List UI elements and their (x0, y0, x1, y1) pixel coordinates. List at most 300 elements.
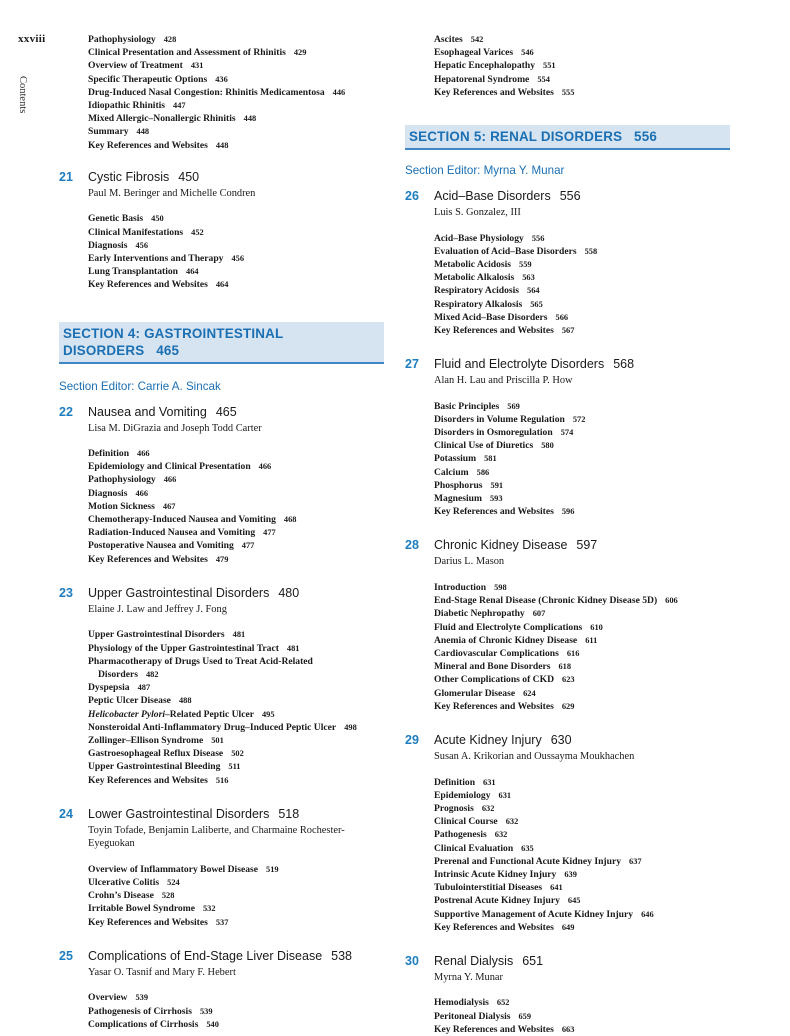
chapter-title[interactable]: Lower Gastrointestinal Disorders 518 (88, 806, 300, 821)
chapter-entries (88, 863, 384, 929)
toc-entry-title: Calcium (434, 466, 469, 478)
toc-entry[interactable] (88, 252, 384, 265)
section-4-heading[interactable]: SECTION 4: GASTROINTESTINAL DISORDERS 465 (59, 322, 384, 364)
chapter-27 (405, 357, 730, 518)
toc-entry-title: Pathogenesis of Cirrhosis (88, 1005, 192, 1017)
toc-entry[interactable]: Gastroesophageal Reflux Disease 502 (88, 748, 244, 760)
toc-entry-title: Metabolic Acidosis (434, 258, 512, 270)
chapter-entries (88, 991, 384, 1031)
toc-entry-page: 540 (206, 1019, 219, 1029)
toc-entry-page: 629 (561, 701, 575, 711)
toc-entry-page: 591 (490, 480, 504, 490)
toc-entry[interactable] (88, 139, 384, 152)
toc-entry-title: Genetic Basis (88, 213, 144, 225)
chapter-number: 21 (59, 169, 73, 184)
chapter-entries (88, 447, 384, 566)
toc-entry[interactable] (88, 889, 384, 902)
toc-entry-title: Idiopathic Rhinitis (88, 100, 166, 112)
toc-entry-title: Key References and Websites (434, 86, 554, 98)
chapter-number: 28 (405, 538, 419, 553)
chapter-25 (59, 949, 384, 1031)
toc-entry-title: Diabetic Nephropathy (434, 608, 525, 620)
chapter-title[interactable]: Complications of End-Stage Liver Disease 538 (88, 948, 353, 963)
toc-entry-title: Key References and Websites (88, 553, 208, 565)
chapter-24 (59, 807, 384, 929)
toc-entry[interactable] (88, 73, 384, 86)
toc-entry-title: Ascites (434, 34, 463, 45)
chapter-authors: Luis S. Gonzalez, III (434, 207, 521, 219)
toc-entry-page: 448 (243, 114, 257, 124)
toc-entry-page: 466 (135, 488, 149, 498)
toc-entry-title: Cardiovascular Complications (434, 647, 559, 659)
toc-entry-page: 646 (641, 909, 654, 919)
chapter-23 (59, 586, 384, 787)
toc-entry-title: Pathophysiology (88, 34, 156, 45)
toc-entry-title: Mixed Acid–Base Disorders (434, 311, 548, 323)
toc-entry[interactable] (434, 413, 730, 426)
toc-entry-title: Key References and Websites (88, 279, 208, 291)
toc-entry[interactable] (434, 687, 730, 700)
right-column (405, 33, 730, 1036)
toc-entry[interactable]: Dyspepsia 487 (88, 682, 151, 694)
toc-entry[interactable] (88, 513, 384, 526)
toc-entry[interactable] (434, 46, 730, 59)
toc-entry[interactable] (434, 908, 730, 921)
toc-entry-page: 635 (521, 843, 534, 853)
toc-entry-title: Clinical Manifestations (88, 226, 184, 238)
toc-entry-title: Clinical Use of Diuretics (434, 440, 534, 452)
chapter-29 (405, 733, 730, 934)
toc-entry[interactable] (434, 426, 730, 439)
toc-entry-page: 631 (498, 790, 512, 800)
toc-entry[interactable] (88, 1018, 384, 1031)
toc-entry-page: 466 (258, 462, 272, 472)
toc-entry-page: 448 (136, 127, 150, 137)
toc-entry-page: 632 (505, 817, 519, 827)
toc-entry-page: 528 (161, 891, 175, 901)
chapter-title[interactable]: Nausea and Vomiting 465 (88, 404, 237, 419)
toc-entry[interactable]: Upper Gastrointestinal Disorders 481 (88, 629, 246, 641)
toc-entry[interactable] (88, 500, 384, 513)
toc-entry-page: 479 (215, 554, 229, 564)
toc-entry-page: 554 (537, 74, 550, 84)
chapter-title[interactable]: Chronic Kidney Disease 597 (434, 538, 598, 553)
toc-entry-page: 555 (561, 87, 575, 97)
toc-entry-title: Esophageal Varices (434, 47, 514, 59)
chapter-21 (59, 170, 384, 292)
toc-entry[interactable] (434, 258, 730, 271)
toc-entry[interactable] (434, 996, 730, 1009)
toc-entry-title: Supportive Management of Acute Kidney Injury (434, 908, 634, 920)
toc-entry-page: 563 (522, 273, 535, 283)
toc-entry[interactable] (434, 59, 730, 72)
toc-entry[interactable] (434, 842, 730, 855)
toc-entry-page: 466 (163, 475, 177, 485)
toc-entry[interactable] (434, 479, 730, 492)
toc-entry-title: Key References and Websites (434, 324, 554, 336)
toc-entry-title: Evaluation of Acid–Base Disorders (434, 245, 577, 257)
toc-entry[interactable] (434, 594, 730, 607)
toc-entry-page: 649 (561, 922, 575, 932)
toc-entry-title: Definition (434, 776, 476, 788)
toc-entry-page: 596 (561, 507, 575, 517)
toc-entry[interactable] (88, 447, 384, 460)
toc-entry[interactable]: Nonsteroidal Anti-Inflammatory Drug–Induced Peptic Ulcer 498 (88, 721, 357, 733)
toc-entry-continued[interactable]: Disorders 482 (98, 668, 159, 680)
toc-entry-title: Lung Transplantation (88, 266, 179, 278)
toc-entry[interactable] (434, 505, 730, 518)
toc-entry-title: Epidemiology (434, 789, 491, 801)
toc-entry-page: 645 (567, 896, 581, 906)
toc-entry-page: 606 (665, 596, 678, 606)
toc-entry-title: Diagnosis (88, 239, 128, 251)
toc-entry-title: Overview of Treatment (88, 60, 183, 72)
chapter-26 (405, 189, 730, 337)
toc-entry-page: 611 (585, 635, 598, 645)
chapter-number: 30 (405, 953, 419, 968)
chapter-number: 29 (405, 733, 419, 747)
toc-entry-title: Respiratory Acidosis (434, 285, 520, 297)
toc-entry-page: 428 (163, 35, 177, 44)
toc-entry[interactable] (88, 265, 384, 278)
toc-entry[interactable] (434, 86, 730, 99)
chapter-title[interactable]: Cystic Fibrosis 450 (88, 169, 200, 184)
toc-entry-title: Other Complications of CKD (434, 674, 555, 686)
toc-entry[interactable]: Zollinger–Ellison Syndrome 501 (88, 735, 224, 746)
toc-entry-page: 581 (484, 454, 497, 464)
toc-entry-title: Postoperative Nausea and Vomiting (88, 540, 234, 552)
toc-entry[interactable] (434, 1010, 730, 1023)
toc-entry-title: Ulcerative Colitis (88, 877, 160, 889)
toc-entry-page: 532 (202, 904, 216, 914)
toc-entry-page: 542 (470, 35, 484, 44)
toc-entry-page: 429 (293, 48, 307, 58)
chapter-authors: Elaine J. Law and Jeffrey J. Fong (88, 603, 227, 615)
toc-entry-title: Hepatorenal Syndrome (434, 73, 530, 85)
toc-entry[interactable] (434, 789, 730, 802)
toc-entry[interactable] (434, 245, 730, 258)
toc-entry[interactable] (88, 33, 384, 46)
toc-entry-title: Acid–Base Physiology (434, 232, 524, 244)
toc-entry-title: Overview (88, 992, 128, 1004)
toc-entry[interactable] (434, 73, 730, 86)
toc-entry-page: 580 (541, 441, 554, 451)
toc-entry-title: Key References and Websites (434, 506, 554, 518)
toc-entry-title: Clinical Presentation and Assessment of Rhinitis (88, 47, 286, 59)
toc-entry[interactable]: Upper Gastrointestinal Bleeding 511 (88, 761, 241, 773)
toc-entry-title: Fluid and Electrolyte Complications (434, 621, 583, 633)
toc-entry-title: Overview of Inflammatory Bowel Disease (88, 863, 258, 875)
toc-entry-title: Clinical Course (434, 816, 498, 828)
toc-entry[interactable] (434, 921, 730, 934)
toc-entry-title: Mineral and Bone Disorders (434, 661, 551, 673)
toc-entry-page: 652 (496, 998, 510, 1008)
toc-entry-page: 464 (215, 280, 229, 290)
toc-entry-title: Epidemiology and Clinical Presentation (88, 461, 251, 473)
toc-entry[interactable] (434, 776, 730, 789)
toc-entry[interactable] (434, 439, 730, 452)
chapter-authors: Darius L. Mason (434, 556, 505, 568)
toc-entry-page: 632 (481, 803, 495, 813)
toc-entry[interactable] (434, 894, 730, 907)
toc-entry[interactable] (434, 607, 730, 620)
toc-entry-page: 551 (543, 61, 556, 71)
toc-entry-title: Tubulointerstitial Diseases (434, 882, 543, 894)
chapter-authors: Susan A. Krikorian and Oussayma Moukhachen (434, 751, 635, 762)
toc-entry-title: Pathogenesis (434, 829, 487, 841)
toc-entry-page: 637 (629, 856, 642, 866)
toc-entry-title: Key References and Websites (88, 139, 208, 151)
toc-entry[interactable] (434, 33, 730, 46)
toc-entry-title: Disorders in Osmoregulation (434, 427, 553, 439)
toc-entry-page: 447 (173, 101, 186, 111)
toc-entry-title: Definition (88, 448, 130, 460)
toc-entry-page: 436 (215, 74, 228, 84)
toc-entry[interactable] (434, 400, 730, 413)
toc-entry-page: 477 (263, 528, 276, 538)
chapter-authors: Lisa M. DiGrazia and Joseph Todd Carter (88, 422, 262, 434)
toc-entry-title: Chemotherapy-Induced Nausea and Vomiting (88, 514, 276, 526)
chapter-number: 23 (59, 585, 73, 600)
toc-entry[interactable] (434, 466, 730, 479)
toc-entry-title: Prognosis (434, 802, 474, 814)
section-5-heading[interactable]: SECTION 5: RENAL DISORDERS 556 (405, 125, 730, 150)
toc-entry-title: Pathophysiology (88, 474, 156, 486)
chapter-number: 25 (59, 948, 73, 963)
toc-entry-page: 566 (555, 312, 569, 322)
toc-entry[interactable] (434, 855, 730, 868)
toc-entry[interactable] (88, 212, 384, 225)
toc-entry-page: 572 (572, 414, 586, 424)
toc-entry[interactable] (434, 868, 730, 881)
toc-entry[interactable] (88, 539, 384, 552)
chapter-title[interactable]: Acid–Base Disorders 556 (434, 189, 581, 204)
chapter-entries (88, 212, 384, 291)
toc-entry-title: Summary (88, 126, 129, 138)
toc-entry[interactable] (434, 802, 730, 815)
chapter-22 (59, 405, 384, 566)
chapter-title[interactable]: Upper Gastrointestinal Disorders 480 (88, 585, 300, 600)
chapter-number: 22 (59, 404, 73, 419)
toc-entry-title: Intrinsic Acute Kidney Injury (434, 868, 557, 880)
toc-entry-title: Key References and Websites (88, 916, 208, 928)
toc-entry-page: 618 (558, 662, 572, 672)
toc-entry-title: Anemia of Chronic Kidney Disease (434, 634, 578, 646)
left-column (59, 33, 384, 1031)
toc-entry[interactable] (434, 673, 730, 686)
toc-entry[interactable] (434, 581, 730, 594)
toc-entry[interactable]: Helicobacter Pylori–Related Peptic Ulcer 495 (88, 708, 275, 720)
toc-entry-title: Complications of Cirrhosis (88, 1018, 199, 1030)
toc-entry-page: 456 (135, 240, 149, 250)
toc-entry-page: 567 (561, 325, 575, 335)
toc-entry-page: 456 (231, 253, 245, 263)
toc-entry-page: 569 (507, 401, 520, 411)
chapter-entries (88, 628, 384, 786)
toc-entry[interactable] (434, 492, 730, 505)
toc-entry-title: Magnesium (434, 493, 482, 505)
toc-entry-page: 477 (241, 541, 255, 551)
toc-entry[interactable] (434, 828, 730, 841)
toc-entry[interactable] (434, 660, 730, 673)
toc-entry[interactable]: Peptic Ulcer Disease 488 (88, 695, 192, 707)
toc-entry[interactable] (434, 621, 730, 634)
toc-entry[interactable]: Pharmacotherapy of Drugs Used to Treat Acid-Related (88, 655, 313, 667)
chapter-entries (434, 581, 730, 713)
toc-entry-page: 641 (550, 883, 563, 893)
toc-entry[interactable] (88, 487, 384, 500)
chapter-authors: Paul M. Beringer and Michelle Condren (88, 187, 256, 199)
toc-entry[interactable] (434, 232, 730, 245)
toc-entry-page: 632 (494, 830, 508, 840)
toc-entry-page: 565 (530, 299, 543, 309)
toc-entry-page: 546 (521, 48, 534, 58)
toc-entry-page: 519 (266, 864, 279, 874)
toc-entry[interactable] (434, 298, 730, 311)
toc-entry-title: Postrenal Acute Kidney Injury (434, 895, 560, 907)
toc-entry[interactable] (88, 526, 384, 539)
toc-entry-page: 467 (162, 501, 176, 511)
toc-entry[interactable] (434, 311, 730, 324)
toc-entry[interactable] (88, 902, 384, 915)
toc-entry-page: 539 (199, 1006, 213, 1016)
toc-entry-page: 623 (562, 675, 575, 685)
toc-entry-page: 464 (186, 267, 199, 277)
toc-entry-page: 624 (523, 688, 536, 698)
toc-entry-page: 468 (283, 515, 297, 525)
section-5-editor: Section Editor: Myrna Y. Munar (405, 164, 565, 178)
toc-entry[interactable] (88, 991, 384, 1004)
toc-entry-page: 574 (560, 428, 574, 438)
toc-entry-title: Basic Principles (434, 400, 500, 412)
toc-entry-page: 452 (191, 227, 204, 237)
toc-entry[interactable] (88, 86, 384, 99)
toc-entry[interactable] (88, 239, 384, 252)
toc-entry-page: 607 (532, 609, 546, 619)
toc-entry-title: Peritoneal Dialysis (434, 1010, 511, 1022)
toc-entry[interactable] (434, 324, 730, 337)
toc-entry[interactable] (88, 876, 384, 889)
toc-entry[interactable] (88, 863, 384, 876)
toc-entry-title: Specific Therapeutic Options (88, 73, 208, 85)
toc-entry-title: Drug-Induced Nasal Congestion: Rhinitis Medicamentosa (88, 86, 325, 98)
chapter-title[interactable]: Acute Kidney Injury 630 (434, 733, 572, 747)
toc-entry-title: Key References and Websites (434, 1023, 554, 1035)
toc-entry-page: 564 (527, 286, 540, 296)
toc-entry-page: 558 (584, 246, 598, 256)
toc-entry[interactable] (434, 700, 730, 713)
toc-entry[interactable] (88, 1005, 384, 1018)
toc-entry-page: 556 (531, 233, 545, 243)
toc-entry[interactable] (434, 271, 730, 284)
toc-entry-title: End-Stage Renal Disease (Chronic Kidney Disease 5D) (434, 595, 658, 607)
toc-entry[interactable] (434, 815, 730, 828)
toc-entry[interactable] (88, 278, 384, 291)
toc-entry-page: 610 (590, 622, 603, 632)
toc-entry-title: Radiation-Induced Nausea and Vomiting (88, 527, 256, 539)
chapter-title[interactable]: Fluid and Electrolyte Disorders 568 (434, 357, 635, 372)
chapter-authors: Toyin Tofade, Benjamin Laliberte, and Charmaine Rochester-Eyeguokan (88, 824, 345, 850)
toc-entry[interactable] (434, 647, 730, 660)
chapter-title[interactable]: Renal Dialysis 651 (434, 953, 544, 968)
chapter-entries (434, 776, 730, 934)
toc-entry-title: Hemodialysis (434, 997, 489, 1009)
chapter-entries (434, 996, 730, 1036)
toc-entry-title: Metabolic Alkalosis (434, 272, 515, 284)
toc-entry[interactable] (88, 59, 384, 72)
page-number: xxviii (18, 33, 46, 45)
toc-entry[interactable] (88, 112, 384, 125)
toc-entry[interactable] (434, 881, 730, 894)
continued-entries-right (434, 33, 730, 99)
toc-entry-page: 466 (137, 449, 150, 459)
toc-entry[interactable] (88, 473, 384, 486)
toc-entry[interactable] (88, 226, 384, 239)
chapter-number: 24 (59, 806, 73, 821)
toc-entry-title: Crohn’s Disease (88, 890, 154, 902)
toc-entry-title: Potassium (434, 453, 477, 465)
toc-entry-title: Motion Sickness (88, 500, 155, 512)
toc-entry[interactable]: Physiology of the Upper Gastrointestinal Tract 481 (88, 642, 300, 654)
toc-entry[interactable]: Key References and Websites 516 (88, 774, 229, 786)
toc-entry-page: 446 (332, 87, 346, 97)
chapter-authors: Alan H. Lau and Priscilla P. How (434, 375, 573, 387)
toc-entry-title: Key References and Websites (434, 700, 554, 712)
chapter-entries (434, 232, 730, 338)
chapter-28 (405, 538, 730, 713)
toc-entry[interactable] (434, 1023, 730, 1036)
toc-entry-page: 616 (566, 648, 580, 658)
toc-entry-title: Clinical Evaluation (434, 842, 514, 854)
toc-entry-title: Mixed Allergic–Nonallergic Rhinitis (88, 113, 236, 125)
chapter-authors: Yasar O. Tasnif and Mary F. Hebert (88, 966, 236, 978)
toc-entry-title: Hepatic Encephalopathy (434, 60, 536, 72)
chapter-30 (405, 954, 730, 1036)
chapter-entries (434, 400, 730, 519)
toc-entry-page: 659 (518, 1011, 532, 1021)
toc-entry-title: Early Interventions and Therapy (88, 252, 224, 264)
toc-entry-page: 448 (215, 140, 229, 150)
toc-entry-page: 631 (483, 777, 496, 787)
toc-entry[interactable] (434, 452, 730, 465)
toc-entry[interactable] (434, 284, 730, 297)
toc-entry[interactable] (434, 634, 730, 647)
toc-entry[interactable] (88, 125, 384, 138)
toc-entry[interactable] (88, 99, 384, 112)
toc-entry-page: 559 (519, 259, 532, 269)
running-head: Contents (17, 76, 28, 114)
toc-entry-page: 450 (151, 214, 164, 224)
toc-entry-page: 593 (489, 494, 503, 504)
toc-entry-title: Introduction (434, 581, 487, 593)
toc-entry-page: 524 (167, 878, 180, 888)
toc-entry-title: Respiratory Alkalosis (434, 298, 523, 310)
toc-entry-title: Disorders in Volume Regulation (434, 413, 565, 425)
toc-entry[interactable] (88, 46, 384, 59)
toc-entry[interactable] (88, 460, 384, 473)
chapter-authors: Myrna Y. Munar (434, 971, 503, 983)
toc-entry-title: Irritable Bowel Syndrome (88, 903, 195, 915)
toc-entry-title: Prerenal and Functional Acute Kidney Injury (434, 855, 622, 867)
toc-entry-page: 663 (561, 1024, 575, 1034)
continued-entries-left (88, 33, 384, 152)
toc-entry-page: 586 (476, 467, 490, 477)
section-4-editor: Section Editor: Carrie A. Sincak (59, 379, 221, 393)
toc-entry-page: 598 (494, 582, 507, 592)
toc-entry[interactable] (88, 553, 384, 566)
toc-entry-title: Phosphorus (434, 479, 483, 491)
toc-entry[interactable] (88, 916, 384, 929)
